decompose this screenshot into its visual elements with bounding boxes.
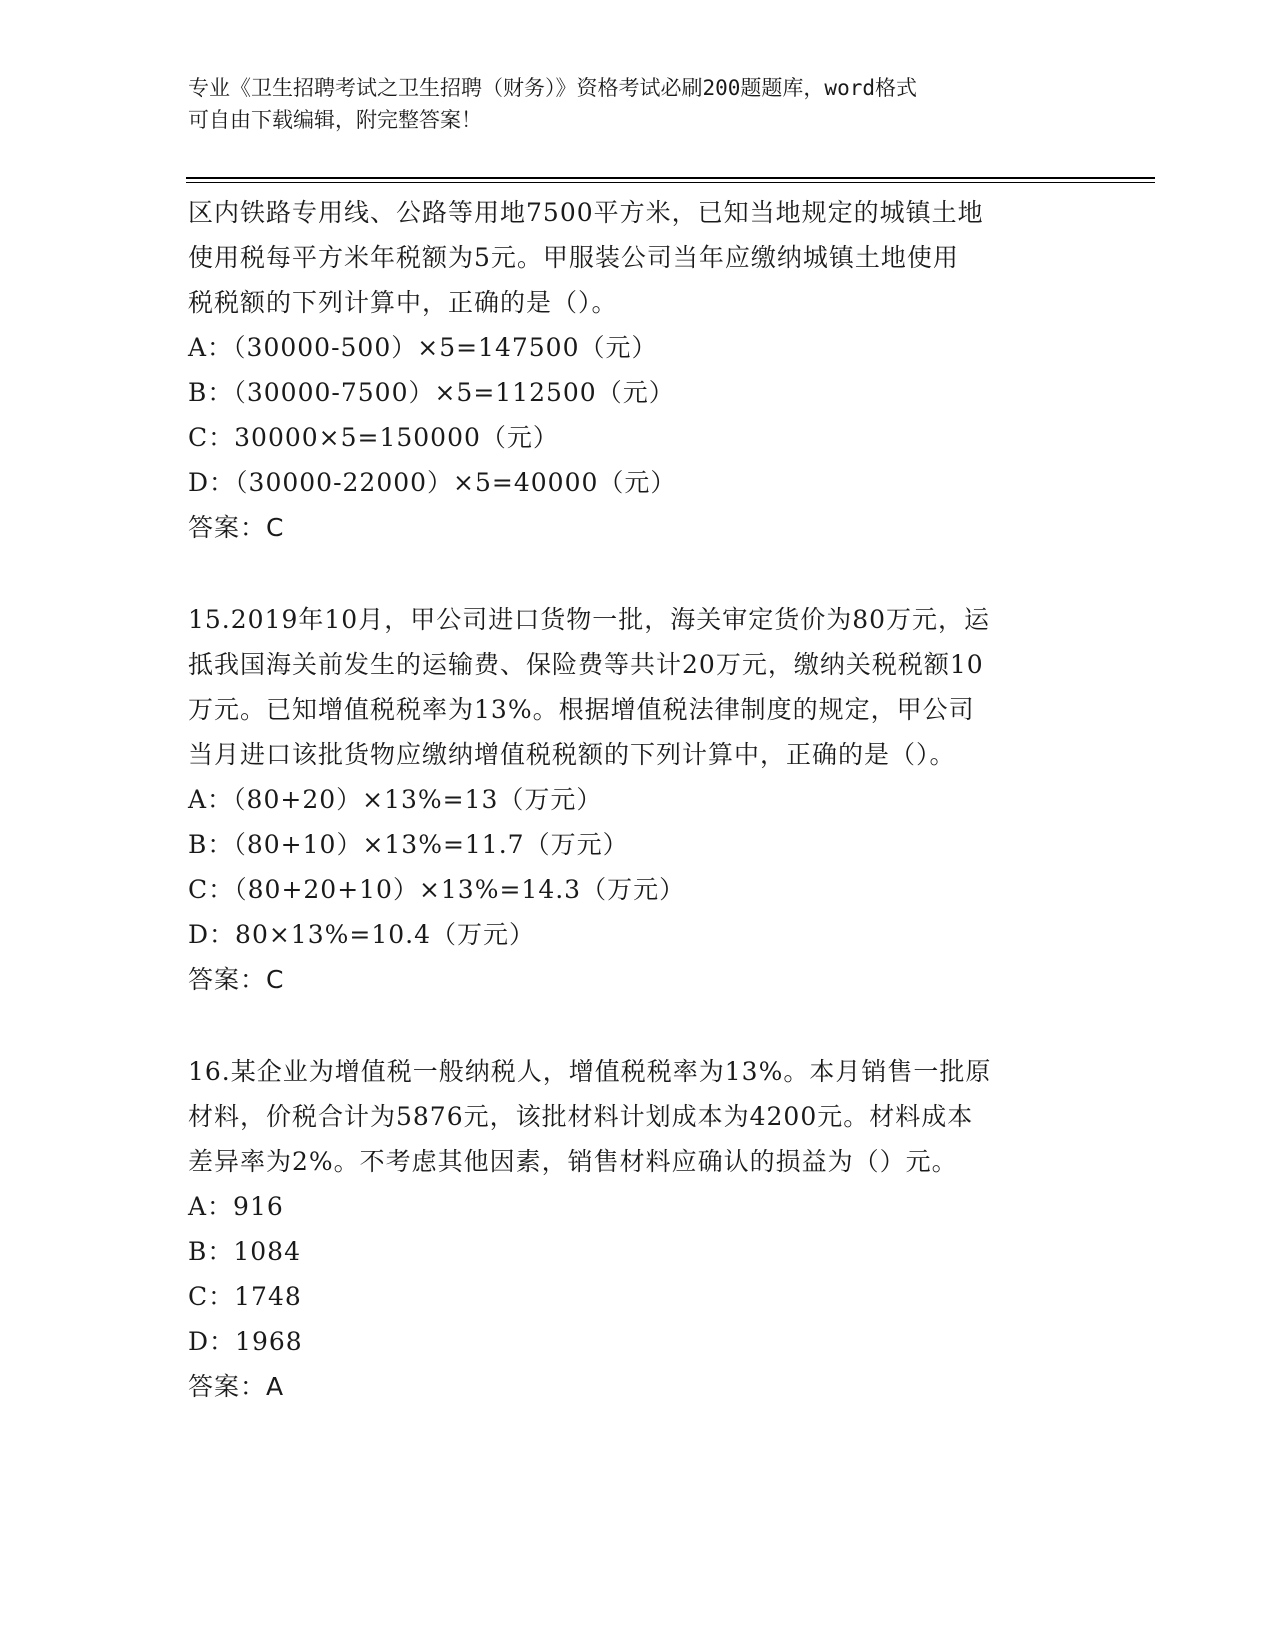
question-spacer	[188, 1002, 1108, 1049]
header-line-1: 专业《卫生招聘考试之卫生招聘（财务）》资格考试必刷200题题库，word格式	[188, 76, 917, 100]
question-stem-line: 材料，价税合计为5876元，该批材料计划成本为4200元。材料成本	[188, 1102, 974, 1131]
option-c: C：1748	[188, 1282, 302, 1311]
question-stem-line: 16.某企业为增值税一般纳税人，增值税税率为13%。本月销售一批原	[188, 1057, 992, 1086]
question-stem-line: 15.2019年10月，甲公司进口货物一批，海关审定货价为80万元，运	[188, 605, 991, 634]
question-stem-line: 使用税每平方米年税额为5元。甲服装公司当年应缴纳城镇土地使用	[188, 243, 959, 272]
option-d: D：1968	[188, 1327, 303, 1356]
question-15	[188, 597, 1108, 1002]
answer: 答案：A	[188, 1372, 285, 1401]
option-a: A：（80+20）×13%=13（万元）	[188, 785, 603, 814]
answer: 答案：C	[188, 965, 285, 994]
header-line-2: 可自由下载编辑，附完整答案！	[188, 108, 482, 132]
question-14	[188, 190, 1108, 550]
question-spacer	[188, 550, 1108, 597]
option-c: C：（80+20+10）×13%=14.3（万元）	[188, 875, 686, 904]
answer: 答案：C	[188, 513, 285, 542]
option-a: A：（30000-500）×5=147500（元）	[188, 333, 658, 362]
question-stem-line: 当月进口该批货物应缴纳增值税税额的下列计算中，正确的是（）。	[188, 740, 956, 769]
header-divider-thick	[186, 177, 1155, 179]
option-b: B：1084	[188, 1237, 301, 1266]
option-d: D：（30000-22000）×5=40000（元）	[188, 468, 677, 497]
question-16	[188, 1049, 1108, 1409]
option-c: C：30000×5=150000（元）	[188, 423, 559, 452]
question-list	[188, 190, 1108, 1409]
header-divider-thin	[186, 182, 1155, 183]
question-stem-line: 抵我国海关前发生的运输费、保险费等共计20万元，缴纳关税税额10	[188, 650, 984, 679]
question-stem-line: 万元。已知增值税税率为13%。根据增值税法律制度的规定，甲公司	[188, 695, 975, 724]
document-header	[188, 72, 1088, 136]
option-a: A：916	[188, 1192, 284, 1221]
option-b: B：（80+10）×13%=11.7（万元）	[188, 830, 629, 859]
question-stem-line: 区内铁路专用线、公路等用地7500平方米，已知当地规定的城镇土地	[188, 198, 984, 227]
option-b: B：（30000-7500）×5=112500（元）	[188, 378, 675, 407]
question-stem-line: 差异率为2%。不考虑其他因素，销售材料应确认的损益为（）元。	[188, 1147, 958, 1176]
option-d: D：80×13%=10.4（万元）	[188, 920, 535, 949]
question-stem-line: 税税额的下列计算中，正确的是（）。	[188, 288, 618, 317]
